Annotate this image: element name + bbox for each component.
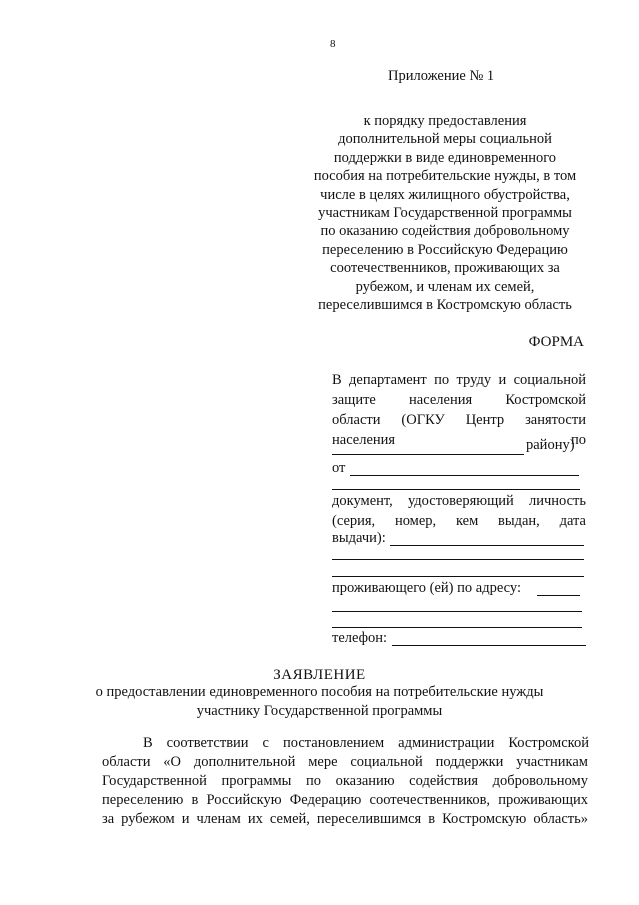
word: и bbox=[498, 372, 507, 388]
word: переселению bbox=[102, 792, 184, 808]
word: «О bbox=[163, 754, 182, 770]
word: область» bbox=[533, 811, 588, 827]
word: оказанию bbox=[335, 773, 395, 789]
body-line-4 bbox=[102, 791, 588, 810]
appendix-line: участникам Государственной программы bbox=[318, 205, 572, 222]
residing-blank-line[interactable] bbox=[537, 595, 580, 596]
word: труду bbox=[456, 372, 492, 388]
document-block bbox=[332, 491, 586, 531]
residing-label: проживающего (ей) по адресу: bbox=[332, 580, 521, 596]
word: личность bbox=[528, 493, 586, 509]
word: области bbox=[332, 412, 381, 428]
recipient-line-1 bbox=[332, 370, 586, 390]
from-label: от bbox=[332, 460, 346, 476]
word: Федерацию bbox=[289, 792, 362, 808]
statement-body-first-line bbox=[143, 734, 589, 753]
word: кем bbox=[455, 513, 479, 529]
word: удостоверяющий bbox=[407, 493, 514, 509]
word: занятости bbox=[525, 412, 586, 428]
word: В bbox=[332, 372, 342, 388]
residing-blank-line-2[interactable] bbox=[332, 611, 582, 612]
district-suffix: району) bbox=[526, 437, 575, 453]
word: членам bbox=[196, 811, 241, 827]
statement-subtitle-line-2: участнику Государственной программы bbox=[196, 703, 443, 719]
appendix-title: Приложение № 1 bbox=[388, 68, 495, 84]
recipient-line-3 bbox=[332, 410, 586, 430]
word: по bbox=[570, 432, 586, 448]
word: соответствии bbox=[166, 735, 249, 751]
document-blank-line-2[interactable] bbox=[332, 559, 584, 560]
word: области bbox=[102, 754, 151, 770]
statement-title: ЗАЯВЛЕНИЕ bbox=[273, 667, 366, 683]
appendix-line: дополнительной меры социальной bbox=[338, 131, 552, 148]
document-blank-line-3[interactable] bbox=[332, 576, 584, 577]
appendix-line: к порядку предоставления bbox=[363, 113, 527, 129]
form-label: ФОРМА bbox=[528, 334, 584, 350]
word: Костромскую bbox=[442, 811, 527, 827]
from-blank-line[interactable] bbox=[350, 475, 579, 476]
word: выдан, bbox=[498, 513, 540, 529]
word: за bbox=[102, 811, 115, 827]
document-line-2 bbox=[332, 511, 586, 531]
appendix-line: поддержки в виде единовременного bbox=[333, 149, 557, 166]
word: Государственной bbox=[102, 773, 207, 789]
word: с bbox=[262, 735, 269, 751]
statement-subtitle-line-1: о предоставлении единовременного пособия на потребительские нужды bbox=[95, 684, 544, 700]
document-line-1 bbox=[332, 491, 586, 511]
word: администрации bbox=[398, 735, 495, 751]
word: департамент bbox=[349, 372, 427, 388]
word: в bbox=[191, 792, 199, 808]
word: содействия bbox=[409, 773, 479, 789]
word: участникам bbox=[516, 754, 588, 770]
word: проживающих bbox=[498, 792, 588, 808]
word: населения bbox=[409, 392, 473, 408]
document-issue-label: выдачи): bbox=[332, 530, 386, 546]
appendix-line: рубежом, и членам их семей, bbox=[355, 278, 535, 295]
word: семей, bbox=[269, 811, 310, 827]
word: рубежом bbox=[121, 811, 175, 827]
district-blank-line[interactable] bbox=[332, 454, 524, 455]
word: Костромской bbox=[505, 392, 586, 408]
word: (ОГКУ bbox=[401, 412, 445, 428]
appendix-line: по оказанию содействия добровольному bbox=[320, 223, 570, 240]
word: населения bbox=[332, 432, 396, 448]
word: (серия, bbox=[332, 513, 376, 529]
appendix-line: соотечественников, проживающих за bbox=[330, 260, 560, 277]
word: дата bbox=[559, 513, 586, 529]
body-line-2 bbox=[102, 753, 588, 772]
residing-blank-line-3[interactable] bbox=[332, 627, 582, 628]
word: В bbox=[143, 735, 153, 751]
word: добровольному bbox=[492, 773, 588, 789]
word: переселившимся bbox=[316, 811, 422, 827]
word: Центр bbox=[465, 412, 505, 428]
page-number: 8 bbox=[330, 38, 336, 50]
appendix-line: пособия на потребительские нужды, в том bbox=[313, 168, 577, 185]
word: социальной bbox=[513, 372, 586, 388]
word: мере bbox=[308, 754, 338, 770]
word: по bbox=[434, 372, 450, 388]
word: программы bbox=[221, 773, 292, 789]
appendix-line: числе в целях жилищного обустройства, bbox=[320, 186, 570, 203]
word: их bbox=[247, 811, 263, 827]
word: защите bbox=[332, 392, 376, 408]
document-blank-line[interactable] bbox=[390, 545, 584, 546]
word: номер, bbox=[394, 513, 437, 529]
word: поддержки bbox=[435, 754, 504, 770]
from-blank-line-2[interactable] bbox=[332, 489, 580, 490]
word: соотечественников, bbox=[369, 792, 491, 808]
appendix-line: переселению в Российскую Федерацию bbox=[322, 241, 568, 258]
body-line-3 bbox=[102, 772, 588, 791]
word: и bbox=[181, 811, 190, 827]
body-line-5 bbox=[102, 810, 588, 829]
word: социальной bbox=[350, 754, 423, 770]
word: документ, bbox=[332, 493, 393, 509]
word: в bbox=[428, 811, 436, 827]
appendix-line: переселившимся в Костромскую область bbox=[318, 297, 572, 314]
phone-label: телефон: bbox=[332, 630, 388, 646]
word: постановлением bbox=[282, 735, 385, 751]
word: дополнительной bbox=[193, 754, 296, 770]
appendix-description bbox=[300, 112, 590, 314]
phone-blank-line[interactable] bbox=[392, 645, 586, 646]
word: Костромской bbox=[508, 735, 589, 751]
recipient-line-2 bbox=[332, 390, 586, 410]
word: Российскую bbox=[206, 792, 282, 808]
statement-body bbox=[102, 753, 588, 829]
word: по bbox=[306, 773, 322, 789]
